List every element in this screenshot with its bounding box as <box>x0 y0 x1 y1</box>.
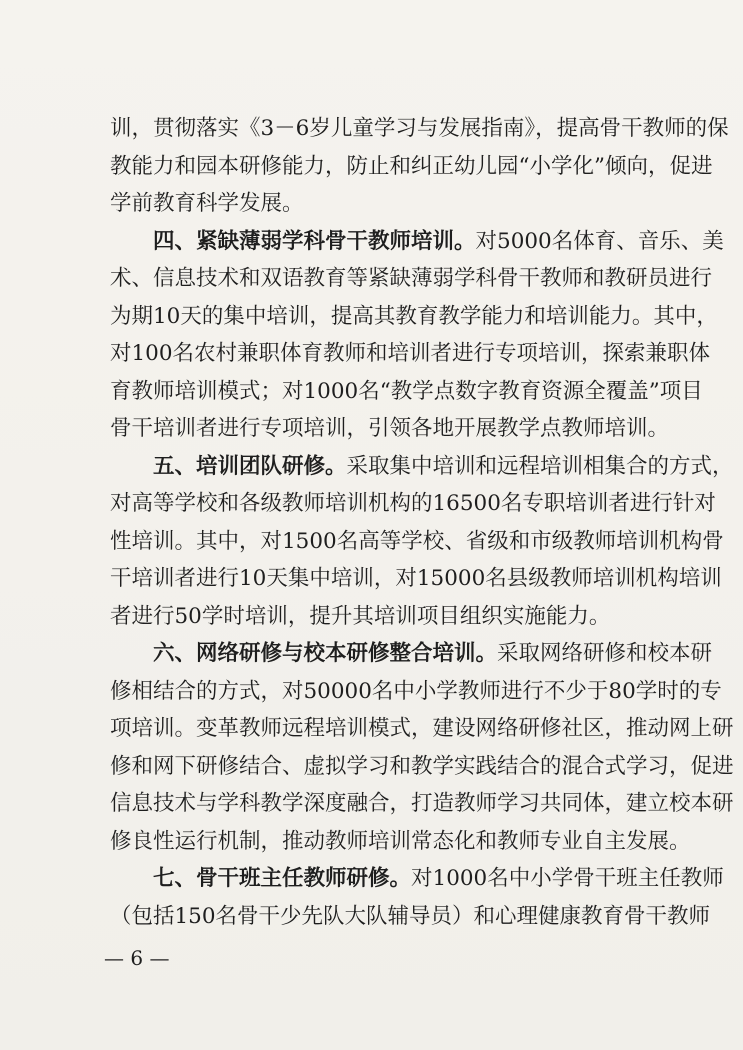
text-line: 干培训者进行10天集中培训，对15000名县级教师培训机构培训 <box>110 566 722 591</box>
text-line: 对高等学校和各级教师培训机构的16500名专职培训者进行针对 <box>110 491 716 516</box>
text-run: 采取网络研修和校本研 <box>497 641 713 666</box>
text-line: 训，贯彻落实《3－6岁儿童学习与发展指南》，提高骨干教师的保 <box>110 116 729 141</box>
text-line: 学前教育科学发展。 <box>110 191 304 216</box>
text-run: 对5000名体育、音乐、美 <box>475 228 724 254</box>
paragraph-line <box>110 639 713 669</box>
text-line: 修良性运行机制，推动教师培训常态化和教师专业自主发展。 <box>110 828 691 854</box>
section-heading-7: 七、骨干班主任教师研修。 <box>153 866 412 891</box>
text-line: 为期10天的集中培训，提高其教育教学能力和培训能力。其中， <box>110 303 718 329</box>
text-line: 信息技术与学科教学深度融合，打造教师学习共同体，建立校本研 <box>110 791 734 816</box>
text-line: 骨干培训者进行专项培训，引领各地开展教学点教师培训。 <box>110 416 670 441</box>
text-line: 修和网下研修结合、虚拟学习和教学实践结合的混合式学习，促进 <box>110 753 734 779</box>
text-line: 项培训。变革教师远程培训模式，建设网络研修社区，推动网上研 <box>110 716 734 741</box>
text-line: 教能力和园本研修能力，防止和纠正幼儿园“小学化”倾向，促进 <box>110 153 713 179</box>
text-line: 者进行50学时培训，提升其培训项目组织实施能力。 <box>110 603 611 629</box>
text-line: （包括150名骨干少先队大队辅导员）和心理健康教育骨干教师 <box>110 903 711 929</box>
page-number: — 6 — <box>104 946 170 970</box>
section-heading-4: 四、紧缺薄弱学科骨干教师培训。 <box>153 228 476 254</box>
text-line: 修相结合的方式，对50000名中小学教师进行不少于80学时的专 <box>110 678 722 704</box>
text-line: 对100名农村兼职体育教师和培训者进行专项培训，探索兼职体 <box>110 341 711 366</box>
text-line: 术、信息技术和双语教育等紧缺薄弱学科骨干教师和教研员进行 <box>110 266 713 291</box>
section-heading-6: 六、网络研修与校本研修整合培训。 <box>153 641 498 666</box>
section-heading-5: 五、培训团队研修。 <box>153 453 347 479</box>
text-line: 育教师培训模式；对1000名“教学点数字教育资源全覆盖”项目 <box>110 378 703 404</box>
paragraph-line <box>110 227 724 257</box>
paragraph-line <box>110 864 724 894</box>
text-run: 采取集中培训和远程培训相集合的方式， <box>346 453 734 479</box>
text-run: 对1000名中小学骨干班主任教师 <box>411 866 724 891</box>
paragraph-line <box>110 452 734 482</box>
text-line: 性培训。其中，对1500名高等学校、省级和市级教师培训机构骨 <box>110 528 724 554</box>
